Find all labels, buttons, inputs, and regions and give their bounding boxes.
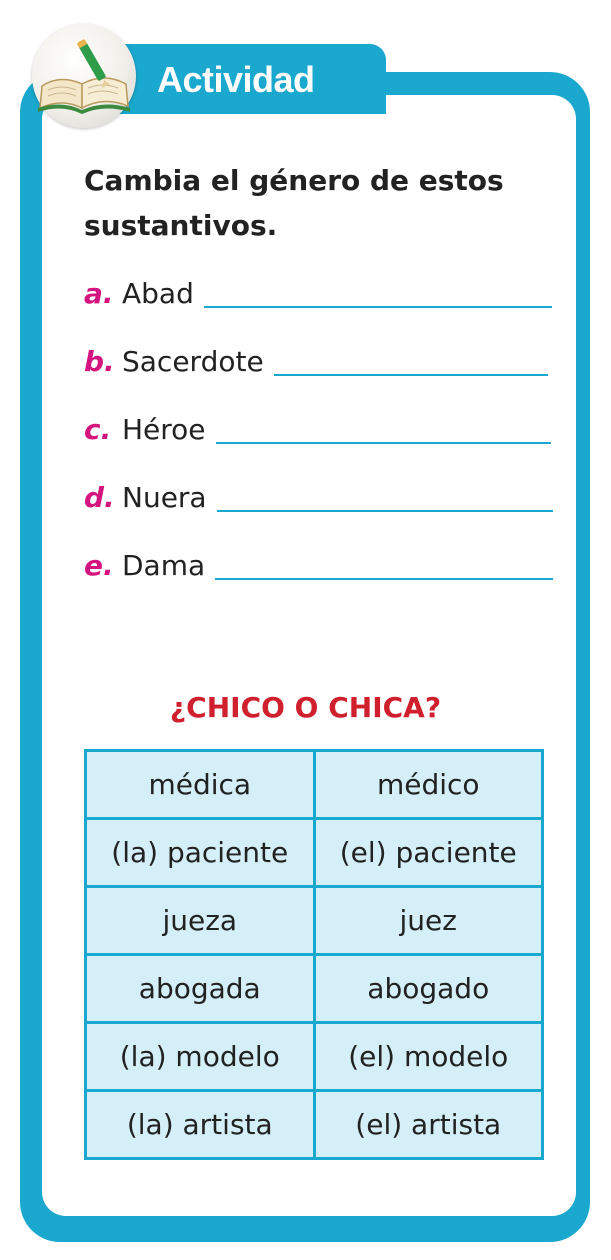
table-row [86, 1023, 543, 1091]
answer-line[interactable] [217, 510, 553, 512]
book-icon [32, 24, 136, 128]
item-word: Sacerdote [122, 345, 264, 378]
exercise-item-a [84, 274, 552, 314]
table-cell-masculine: (el) paciente [314, 819, 543, 887]
activity-title: Actividad [157, 59, 315, 100]
table-cell-masculine: abogado [314, 955, 543, 1023]
item-word: Dama [122, 549, 206, 582]
table-cell-masculine: médico [314, 751, 543, 819]
item-word: Nuera [122, 481, 207, 514]
gender-pairs-table [84, 749, 544, 1160]
exercise-item-b [84, 342, 548, 382]
item-letter: d. [84, 481, 115, 514]
table-cell-feminine: (la) paciente [86, 819, 315, 887]
table-cell-masculine: (el) artista [314, 1091, 543, 1159]
answer-line[interactable] [215, 578, 553, 580]
exercise-item-c [84, 410, 551, 450]
item-word: Abad [122, 277, 194, 310]
table-row [86, 819, 543, 887]
item-letter: c. [84, 413, 112, 446]
table-cell-feminine: (la) artista [86, 1091, 315, 1159]
exercise-item-e [84, 546, 553, 586]
item-letter: a. [84, 277, 114, 310]
table-row [86, 887, 543, 955]
answer-line[interactable] [204, 306, 552, 308]
section-title: ¿CHICO O CHICA? [169, 691, 442, 724]
table-cell-masculine: (el) modelo [314, 1023, 543, 1091]
table-cell-feminine: abogada [86, 955, 315, 1023]
table-cell-masculine: juez [314, 887, 543, 955]
table-row [86, 955, 543, 1023]
table-row [86, 751, 543, 819]
table-cell-feminine: (la) modelo [86, 1023, 315, 1091]
answer-line[interactable] [274, 374, 548, 376]
table-row [86, 1091, 543, 1159]
item-word: Héroe [122, 413, 206, 446]
table-cell-feminine: médica [86, 751, 315, 819]
item-letter: b. [84, 345, 115, 378]
answer-line[interactable] [216, 442, 551, 444]
item-letter: e. [84, 549, 114, 582]
table-cell-feminine: jueza [86, 887, 315, 955]
exercise-item-d [84, 478, 553, 518]
instructions-text: Cambia el género de estos sustantivos. [84, 164, 504, 242]
